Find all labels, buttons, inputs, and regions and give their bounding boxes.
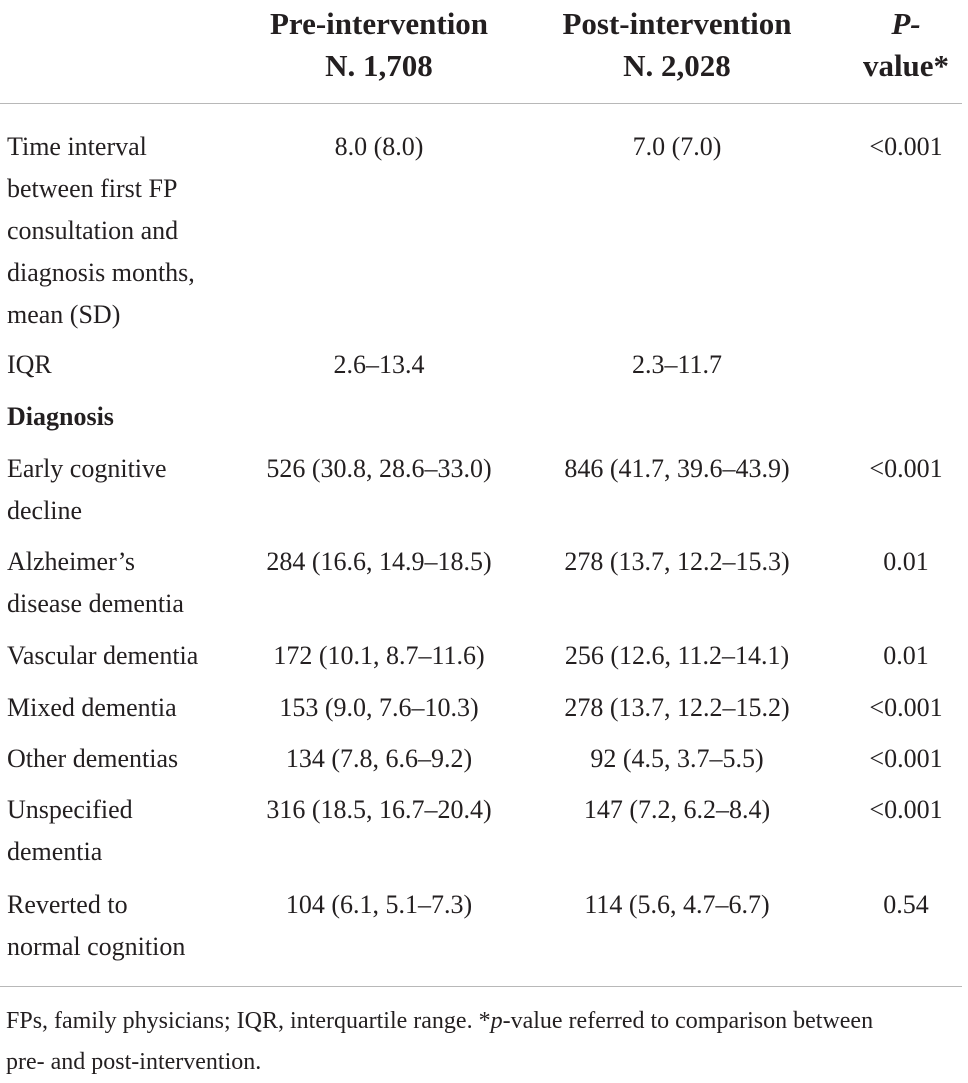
header-post-n: N. 2,028	[623, 48, 731, 83]
cell-pre: 526 (30.8, 28.6–33.0)	[266, 454, 492, 483]
header-pre-title: Pre-intervention	[269, 6, 489, 41]
row-label: Unspecified dementia	[7, 795, 133, 866]
row-label: Time interval between first FP consultation and diagnosis months, mean (SD)	[7, 132, 195, 329]
header-p-line1: P-	[891, 6, 921, 41]
cell-pre: 153 (9.0, 7.6–10.3)	[279, 693, 479, 722]
cell-pre: 2.6–13.4	[333, 350, 425, 379]
table-footnote	[6, 1001, 966, 1083]
header-p-line2: value*	[862, 48, 950, 83]
header-divider	[0, 103, 962, 104]
header-p-value	[848, 3, 964, 87]
footer-divider	[0, 986, 962, 987]
row-label: IQR	[7, 350, 52, 379]
row-label: Early cognitive decline	[7, 454, 167, 525]
cell-p-value: <0.001	[869, 744, 943, 773]
row-label: Reverted to normal cognition	[7, 890, 186, 961]
cell-pre: 104 (6.1, 5.1–7.3)	[285, 890, 473, 919]
section-heading-diagnosis: Diagnosis	[7, 402, 114, 431]
cell-post: 2.3–11.7	[631, 350, 723, 379]
cell-pre: 316 (18.5, 16.7–20.4)	[266, 795, 492, 824]
header-post-title: Post-intervention	[562, 6, 792, 41]
row-label: Mixed dementia	[7, 693, 177, 722]
cell-post: 92 (4.5, 3.7–5.5)	[590, 744, 764, 773]
cell-post: 147 (7.2, 6.2–8.4)	[583, 795, 771, 824]
cell-post: 114 (5.6, 4.7–6.7)	[584, 890, 770, 919]
header-pre-intervention	[240, 3, 518, 87]
cell-pre: 284 (16.6, 14.9–18.5)	[266, 547, 492, 576]
cell-p-value: <0.001	[869, 795, 943, 824]
cell-p-value: 0.01	[883, 641, 929, 670]
cell-post: 7.0 (7.0)	[632, 132, 722, 161]
row-label: Vascular dementia	[7, 641, 199, 670]
cell-post: 278 (13.7, 12.2–15.2)	[564, 693, 790, 722]
cell-p-value: <0.001	[869, 454, 943, 483]
cell-post: 278 (13.7, 12.2–15.3)	[564, 547, 790, 576]
cell-p-value: <0.001	[869, 693, 943, 722]
cell-pre: 8.0 (8.0)	[334, 132, 424, 161]
cell-pre: 172 (10.1, 8.7–11.6)	[273, 641, 485, 670]
footnote-line-2: pre- and post-intervention.	[6, 1049, 262, 1075]
footnote-line-1: FPs, family physicians; IQR, interquartile range. *p-value referred to comparison between	[6, 1008, 874, 1034]
cell-post: 256 (12.6, 11.2–14.1)	[564, 641, 790, 670]
header-post-intervention	[528, 3, 826, 87]
row-label: Alzheimer’s disease dementia	[7, 547, 184, 618]
cell-pre: 134 (7.8, 6.6–9.2)	[285, 744, 473, 773]
cell-p-value: 0.54	[883, 890, 929, 919]
cell-p-value: <0.001	[869, 132, 943, 161]
header-pre-n: N. 1,708	[325, 48, 433, 83]
cell-post: 846 (41.7, 39.6–43.9)	[564, 454, 790, 483]
cell-p-value: 0.01	[883, 547, 929, 576]
row-label: Other dementias	[7, 744, 179, 773]
